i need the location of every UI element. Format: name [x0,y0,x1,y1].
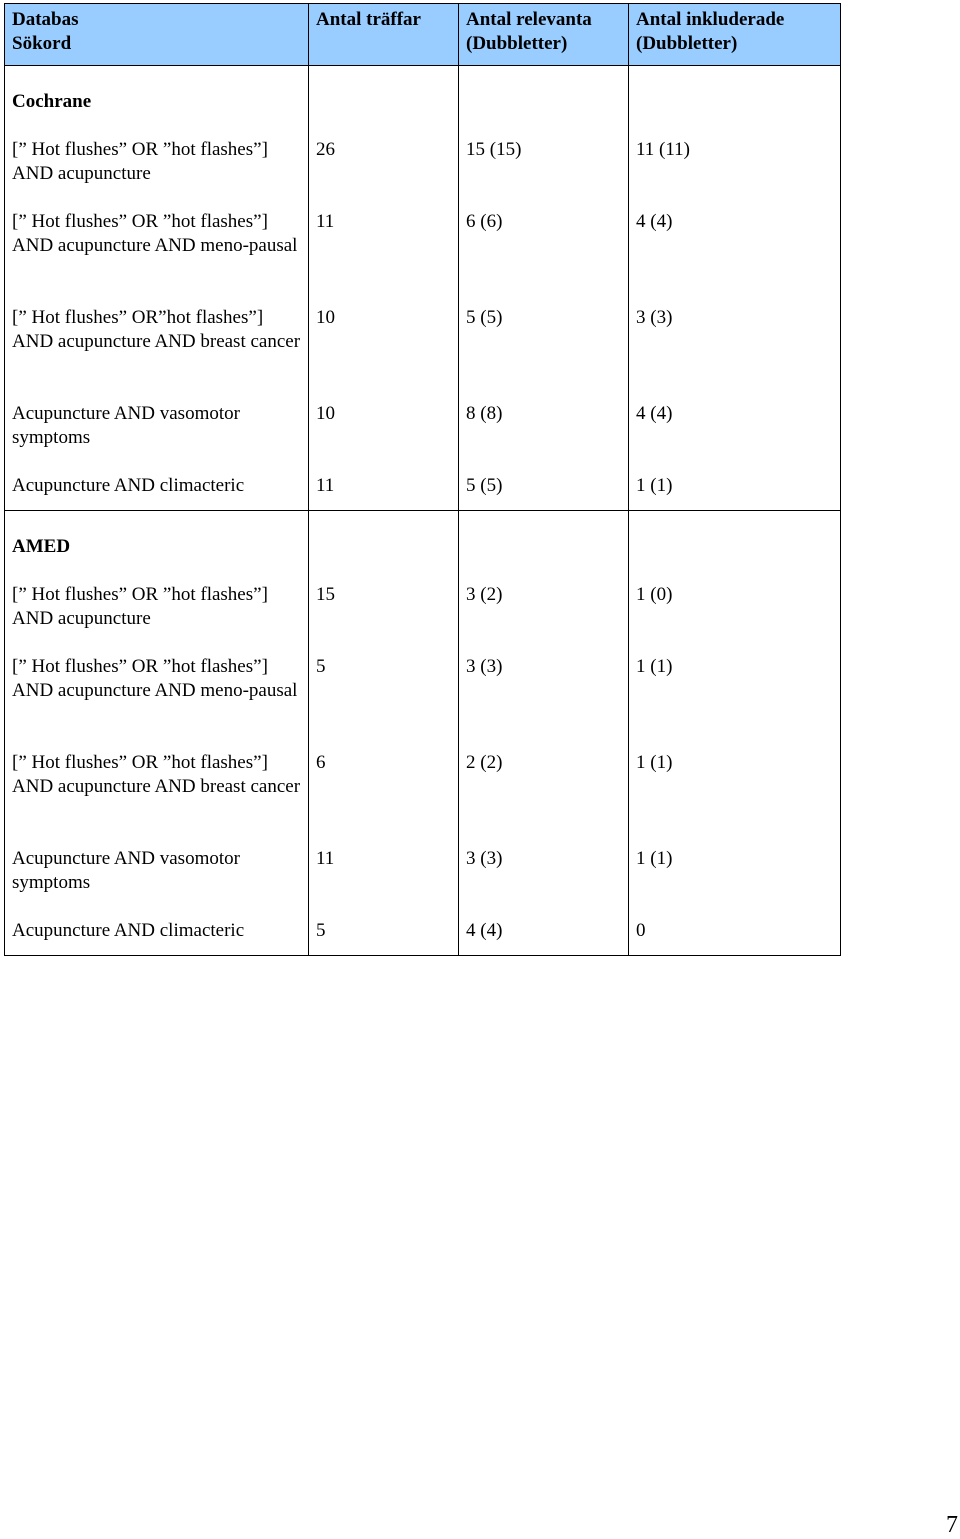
relevant-cell: 5 (5) [459,450,629,511]
relevant-cell: 5 (5) [459,282,629,378]
included-cell: 0 [629,895,841,956]
header-relevant: Antal relevanta (Dubbletter) [459,4,629,66]
search-terms: [” Hot flushes” OR ”hot flashes”] AND acupuncture [5,559,309,631]
relevant-cell: 4 (4) [459,895,629,956]
table-row [5,727,841,823]
included-cell: 4 (4) [629,378,841,450]
hits-cell: 15 [309,559,459,631]
search-terms: [” Hot flushes” OR”hot flashes”] AND acupuncture AND breast cancer [5,282,309,378]
search-terms: Acupuncture AND climacteric [5,450,309,511]
hits-cell: 10 [309,378,459,450]
search-terms: [” Hot flushes” OR ”hot flashes”] AND acupuncture [5,114,309,186]
table-row [5,114,841,186]
relevant-cell: 6 (6) [459,186,629,282]
hits-cell: 6 [309,727,459,823]
search-terms: [” Hot flushes” OR ”hot flashes”] AND acupuncture AND meno-pausal [5,186,309,282]
page-number: 7 [946,1512,958,1538]
table-row [5,186,841,282]
search-terms: Acupuncture AND climacteric [5,895,309,956]
hits-cell: 5 [309,631,459,727]
included-cell: 1 (0) [629,559,841,631]
included-cell: 3 (3) [629,282,841,378]
included-cell: 1 (1) [629,727,841,823]
database-row [5,66,841,115]
relevant-cell: 3 (3) [459,823,629,895]
hits-cell: 10 [309,282,459,378]
hits-cell: 26 [309,114,459,186]
database-name: Cochrane [5,66,309,115]
table-row [5,378,841,450]
included-cell: 4 (4) [629,186,841,282]
relevant-cell: 3 (2) [459,559,629,631]
table-row [5,823,841,895]
search-terms: Acupuncture AND vasomotor symptoms [5,823,309,895]
relevant-cell: 8 (8) [459,378,629,450]
group-amed [5,511,841,956]
database-row [5,511,841,560]
hits-cell: 5 [309,895,459,956]
header-database-keyword: Databas Sökord [5,4,309,66]
database-name: AMED [5,511,309,560]
hits-cell: 11 [309,186,459,282]
search-terms: [” Hot flushes” OR ”hot flashes”] AND acupuncture AND breast cancer [5,727,309,823]
table-row [5,559,841,631]
search-terms: Acupuncture AND vasomotor symptoms [5,378,309,450]
table-header [5,4,841,66]
table-row [5,282,841,378]
table-row [5,631,841,727]
search-results-table [4,3,841,956]
relevant-cell: 3 (3) [459,631,629,727]
included-cell: 1 (1) [629,823,841,895]
included-cell: 1 (1) [629,450,841,511]
table-row [5,450,841,511]
header-included: Antal inkluderade (Dubbletter) [629,4,841,66]
hits-cell: 11 [309,823,459,895]
group-cochrane [5,66,841,511]
relevant-cell: 15 (15) [459,114,629,186]
included-cell: 11 (11) [629,114,841,186]
relevant-cell: 2 (2) [459,727,629,823]
header-hits: Antal träffar [309,4,459,66]
table-row [5,895,841,956]
search-terms: [” Hot flushes” OR ”hot flashes”] AND acupuncture AND meno-pausal [5,631,309,727]
hits-cell: 11 [309,450,459,511]
included-cell: 1 (1) [629,631,841,727]
